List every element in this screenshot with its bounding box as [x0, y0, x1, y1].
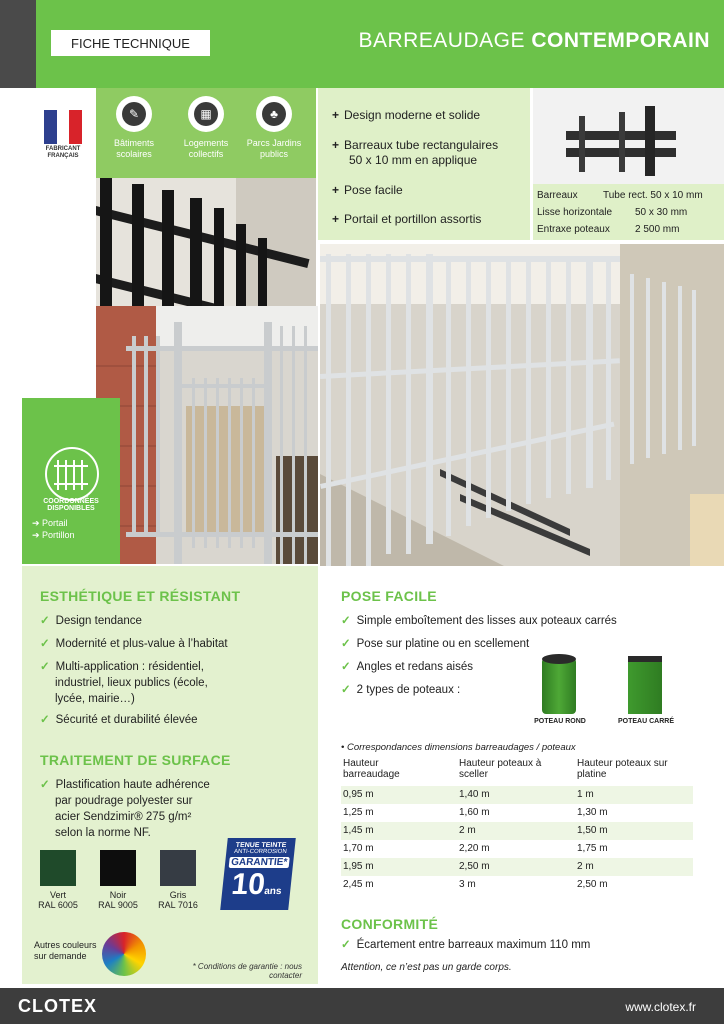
color-wheel-icon: [102, 932, 146, 976]
other-colors-note: Autres couleurs sur demande: [34, 940, 97, 961]
check-item: ✓ Modernité et plus-value à l’habitat: [40, 638, 228, 650]
section-title: POSE FACILE: [341, 588, 437, 604]
spec-row: Entraxe poteaux 2 500 mm: [537, 224, 680, 235]
check-item: ✓ Simple emboîtement des lisses aux poteaux carrés: [341, 615, 617, 627]
table-row: 1,95 m 2,50 m 2 m: [341, 858, 693, 876]
table-caption: • Correspondances dimensions barreaudages / poteaux: [341, 742, 576, 753]
color-swatch-black: [100, 850, 136, 886]
square-post-cap: [628, 656, 662, 662]
doc-type-badge: FICHE TECHNIQUE: [51, 30, 210, 56]
check-item: ✓ Plastification haute adhérence: [40, 779, 210, 791]
warning-note: Attention, ce n’est pas un garde corps.: [341, 962, 512, 973]
check-item: ✓ Multi-application : résidentiel,: [40, 661, 204, 673]
section-title: ESTHÉTIQUE ET RÉSISTANT: [40, 588, 241, 604]
check-item-cont: industriel, lieux publics (école,: [55, 677, 208, 689]
french-flag-icon: [44, 110, 82, 144]
color-label: Noir RAL 9005: [98, 890, 138, 910]
badge-unit: ans: [263, 886, 283, 897]
check-item: ✓ Sécurité et durabilité élevée: [40, 714, 198, 726]
title-bold: CONTEMPORAIN: [531, 29, 710, 52]
fence-section-drawing: [533, 88, 724, 184]
building-icon: ▦: [188, 96, 224, 132]
feature-item: + Pose facile: [332, 183, 403, 197]
specs-box: [533, 184, 724, 240]
post-label: POTEAU CARRÉ: [617, 718, 674, 725]
col-header: Hauteur barreaudage: [343, 758, 400, 780]
matching-item: ➔ Portail: [32, 518, 68, 528]
table-row: 1,45 m 2 m 1,50 m: [341, 822, 693, 840]
flag-label: FABRICANT FRANÇAIS: [45, 146, 81, 159]
check-item-cont: selon la norme NF.: [55, 827, 151, 839]
table-row: 1,25 m 1,60 m 1,30 m: [343, 807, 608, 818]
color-swatch-green: [40, 850, 76, 886]
product-drawing: [533, 88, 724, 184]
table-row: 1,70 m 2,20 m 1,75 m: [343, 843, 608, 854]
section-title: TRAITEMENT DE SURFACE: [40, 752, 231, 768]
col-header: Hauteur poteaux à sceller: [459, 758, 542, 780]
color-label: Gris RAL 7016: [158, 890, 198, 910]
color-label: Vert RAL 6005: [38, 890, 78, 910]
warranty-conditions: * Conditions de garantie : nous contacter: [192, 962, 302, 980]
matching-item: ➔ Portillon: [32, 530, 75, 540]
footer-url[interactable]: www.clotex.fr: [625, 1000, 696, 1014]
check-item: ✓ Angles et redans aisés: [341, 661, 473, 673]
badge-line: GARANTIE*: [230, 857, 288, 868]
left-panel: [22, 566, 318, 984]
school-icon: ✎: [116, 96, 152, 132]
features-box: [318, 88, 530, 240]
round-post-cap: [542, 654, 576, 664]
badge-line: TENUE TEINTE: [235, 842, 287, 849]
tree-icon: ♣: [256, 96, 292, 132]
warranty-badge: [220, 838, 296, 910]
table-header: [341, 758, 693, 786]
square-post-icon: [628, 660, 662, 714]
round-post-icon: [542, 658, 576, 714]
spec-row: Lisse horizontale 50 x 30 mm: [537, 207, 688, 218]
photo-gate: [96, 306, 318, 564]
feature-item-cont: 50 x 10 mm en applique: [349, 153, 478, 167]
spec-row: Barreaux Tube rect. 50 x 10 mm: [537, 190, 703, 201]
table-row: 0,95 m 1,40 m 1 m: [341, 786, 693, 804]
check-item: ✓ Écartement entre barreaux maximum 110 mm: [341, 939, 591, 951]
badge-line: ANTI-CORROSION: [233, 849, 287, 855]
feature-item: + Portail et portillon assortis: [332, 212, 482, 226]
check-item: ✓ Design tendance: [40, 615, 142, 627]
feature-item: + Barreaux tube rectangulaires: [332, 138, 499, 152]
application-label: Bâtiments scolaires: [113, 138, 155, 159]
photo-black-fence: [96, 178, 316, 306]
feature-item: + Design moderne et solide: [332, 108, 481, 122]
badge-years: 10: [229, 868, 267, 901]
matching-products-box: [22, 398, 120, 564]
check-item: ✓ 2 types de poteaux :: [341, 684, 461, 696]
brand-logo: CLOTEX: [18, 996, 98, 1016]
application-label: Parcs Jardins publics: [246, 138, 302, 159]
check-item-cont: acier Sendzimir® 275 g/m²: [55, 811, 192, 823]
page-title: [240, 29, 710, 53]
table-row: 2,45 m 3 m 2,50 m: [343, 879, 608, 890]
check-item: ✓ Pose sur platine ou en scellement: [341, 638, 530, 650]
photo-stair-railing: [320, 244, 724, 566]
header-dark-block: [0, 0, 36, 88]
post-label: POTEAU ROND: [534, 718, 586, 725]
section-title: CONFORMITÉ: [341, 916, 439, 932]
col-header: Hauteur poteaux sur platine: [577, 758, 668, 780]
check-item-cont: par poudrage polyester sur: [55, 795, 193, 807]
title-light: BARREAUDAGE: [358, 29, 532, 52]
application-label: Logements collectifs: [183, 138, 229, 159]
footer: [0, 988, 724, 1024]
matching-label: COORDONNÉES DISPONIBLES: [43, 498, 99, 512]
color-swatch-grey: [160, 850, 196, 886]
check-item-cont: lycée, mairie…): [55, 693, 135, 705]
applications-band: [96, 88, 316, 178]
